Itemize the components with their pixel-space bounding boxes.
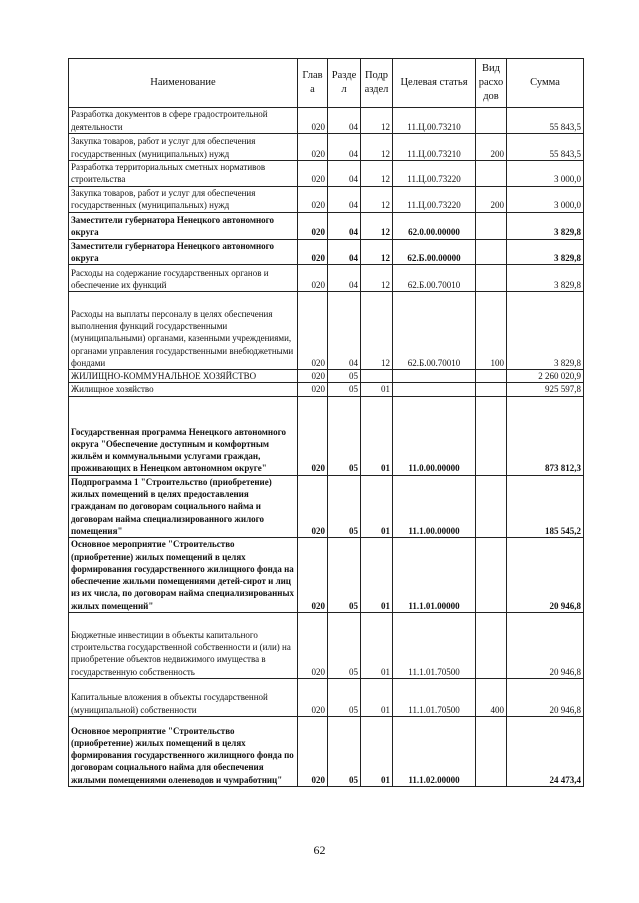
cell-tselevaya-statya: 11.1.01.70500 xyxy=(393,613,476,679)
cell-name: Разработка документов в сфере градостроительной деятельности xyxy=(69,108,298,134)
cell-tselevaya-statya: 62.0.00.00000 xyxy=(393,212,476,239)
header-name: Наименование xyxy=(69,59,298,108)
cell-glava: 020 xyxy=(298,186,328,212)
cell-summa: 2 260 020,9 xyxy=(507,370,584,383)
cell-vid-raskhodov xyxy=(476,161,507,187)
cell-podrazdel: 01 xyxy=(361,613,393,679)
cell-vid-raskhodov xyxy=(476,108,507,134)
cell-razdel: 04 xyxy=(328,161,361,187)
cell-vid-raskhodov xyxy=(476,613,507,679)
cell-glava: 020 xyxy=(298,679,328,717)
table-row xyxy=(69,212,584,239)
cell-tselevaya-statya: 62.Б.00.70010 xyxy=(393,265,476,292)
table-row xyxy=(69,383,584,396)
cell-podrazdel: 01 xyxy=(361,383,393,396)
cell-summa: 3 829,8 xyxy=(507,292,584,370)
cell-razdel: 04 xyxy=(328,134,361,161)
table-row xyxy=(69,475,584,537)
cell-podrazdel: 12 xyxy=(361,292,393,370)
header-glava: Глав а xyxy=(298,59,328,108)
cell-name: Основное мероприятие "Строительство (приобретение) жилых помещений в целях формирования государственного жилищного фонда по договорам социального найма для обеспечения жилыми помещениями оленеводов и чумработниц" xyxy=(69,717,298,787)
cell-vid-raskhodov xyxy=(476,265,507,292)
table-row xyxy=(69,717,584,787)
cell-name: Подпрограмма 1 "Строительство (приобретение) жилых помещений в целях предоставления гражданам по договорам социального найма и договорам найма специализированного жилого помещения" xyxy=(69,475,298,537)
cell-vid-raskhodov: 200 xyxy=(476,134,507,161)
cell-glava: 020 xyxy=(298,475,328,537)
cell-podrazdel: 12 xyxy=(361,134,393,161)
cell-summa: 3 829,8 xyxy=(507,265,584,292)
header-razdel: Разде л xyxy=(328,59,361,108)
cell-name: Государственная программа Ненецкого автономного округа "Обеспечение доступным и комфортным жильём и коммунальными услугами граждан, проживающих в Ненецком автономном округе" xyxy=(69,396,298,475)
table-row xyxy=(69,161,584,187)
cell-razdel: 05 xyxy=(328,613,361,679)
cell-glava: 020 xyxy=(298,265,328,292)
cell-summa: 3 829,8 xyxy=(507,212,584,239)
cell-summa: 24 473,4 xyxy=(507,717,584,787)
cell-glava: 020 xyxy=(298,717,328,787)
cell-razdel: 05 xyxy=(328,717,361,787)
cell-name: Бюджетные инвестиции в объекты капитального строительства государственной собственности и (или) на приобретение объектов недвижимого имущества в государственную собственность xyxy=(69,613,298,679)
cell-podrazdel xyxy=(361,370,393,383)
table-row xyxy=(69,613,584,679)
cell-tselevaya-statya xyxy=(393,370,476,383)
cell-glava: 020 xyxy=(298,292,328,370)
cell-tselevaya-statya: 11.1.02.00000 xyxy=(393,717,476,787)
cell-name: Заместители губернатора Ненецкого автономного округа xyxy=(69,212,298,239)
cell-vid-raskhodov xyxy=(476,475,507,537)
cell-podrazdel: 12 xyxy=(361,161,393,187)
cell-vid-raskhodov: 100 xyxy=(476,292,507,370)
cell-summa: 185 545,2 xyxy=(507,475,584,537)
cell-summa: 20 946,8 xyxy=(507,679,584,717)
table-row xyxy=(69,396,584,475)
header-vid-raskhodov: Вид расхо дов xyxy=(476,59,507,108)
cell-podrazdel: 12 xyxy=(361,239,393,265)
table-row xyxy=(69,186,584,212)
cell-razdel: 04 xyxy=(328,108,361,134)
cell-razdel: 04 xyxy=(328,292,361,370)
cell-vid-raskhodov xyxy=(476,396,507,475)
cell-podrazdel: 12 xyxy=(361,212,393,239)
table-row xyxy=(69,538,584,613)
table-row xyxy=(69,679,584,717)
cell-razdel: 05 xyxy=(328,538,361,613)
budget-table xyxy=(68,58,584,787)
cell-name: Расходы на выплаты персоналу в целях обеспечения выполнения функций государственными (муниципальными) органами, казенными учреждениями, органами управления государственными внебюджетными фондами xyxy=(69,292,298,370)
cell-tselevaya-statya: 62.Б.00.00000 xyxy=(393,239,476,265)
cell-glava: 020 xyxy=(298,538,328,613)
cell-glava: 020 xyxy=(298,396,328,475)
cell-vid-raskhodov xyxy=(476,239,507,265)
table-row xyxy=(69,108,584,134)
cell-razdel: 05 xyxy=(328,679,361,717)
cell-vid-raskhodov xyxy=(476,538,507,613)
table-row xyxy=(69,370,584,383)
cell-podrazdel: 12 xyxy=(361,265,393,292)
cell-name: Закупка товаров, работ и услуг для обеспечения государственных (муниципальных) нужд xyxy=(69,134,298,161)
cell-podrazdel: 12 xyxy=(361,186,393,212)
cell-tselevaya-statya: 11.1.01.00000 xyxy=(393,538,476,613)
table-header-row xyxy=(69,59,584,108)
cell-tselevaya-statya xyxy=(393,383,476,396)
cell-podrazdel: 12 xyxy=(361,108,393,134)
cell-name: Расходы на содержание государственных органов и обеспечение их функций xyxy=(69,265,298,292)
cell-tselevaya-statya: 62.Б.00.70010 xyxy=(393,292,476,370)
cell-vid-raskhodov: 400 xyxy=(476,679,507,717)
cell-podrazdel: 01 xyxy=(361,396,393,475)
cell-razdel: 05 xyxy=(328,475,361,537)
cell-podrazdel: 01 xyxy=(361,538,393,613)
cell-razdel: 04 xyxy=(328,212,361,239)
page-number: 62 xyxy=(313,843,326,857)
cell-glava: 020 xyxy=(298,108,328,134)
cell-glava: 020 xyxy=(298,161,328,187)
header-summa: Сумма xyxy=(507,59,584,108)
cell-razdel: 05 xyxy=(328,370,361,383)
cell-razdel: 05 xyxy=(328,383,361,396)
cell-summa: 20 946,8 xyxy=(507,538,584,613)
table-row xyxy=(69,134,584,161)
cell-podrazdel: 01 xyxy=(361,475,393,537)
cell-summa: 55 843,5 xyxy=(507,134,584,161)
cell-name: Жилищное хозяйство xyxy=(69,383,298,396)
cell-vid-raskhodov xyxy=(476,383,507,396)
cell-tselevaya-statya: 11.Ц.00.73220 xyxy=(393,161,476,187)
cell-summa: 925 597,8 xyxy=(507,383,584,396)
cell-name: Капитальные вложения в объекты государственной (муниципальной) собственности xyxy=(69,679,298,717)
cell-tselevaya-statya: 11.0.00.00000 xyxy=(393,396,476,475)
cell-razdel: 04 xyxy=(328,265,361,292)
header-tselevaya-statya: Целевая статья xyxy=(393,59,476,108)
cell-name: Заместители губернатора Ненецкого автономного округа xyxy=(69,239,298,265)
cell-podrazdel: 01 xyxy=(361,717,393,787)
cell-tselevaya-statya: 11.Ц.00.73220 xyxy=(393,186,476,212)
cell-name: Разработка территориальных сметных нормативов строительства xyxy=(69,161,298,187)
cell-vid-raskhodov xyxy=(476,370,507,383)
cell-summa: 873 812,3 xyxy=(507,396,584,475)
cell-razdel: 04 xyxy=(328,186,361,212)
cell-name: Закупка товаров, работ и услуг для обеспечения государственных (муниципальных) нужд xyxy=(69,186,298,212)
cell-tselevaya-statya: 11.Ц.00.73210 xyxy=(393,134,476,161)
table-row xyxy=(69,265,584,292)
cell-name: Основное мероприятие "Строительство (приобретение) жилых помещений в целях формирования государственного жилищного фонда на обеспечение жильми помещениями детей-сирот и лиц из их числа, по договорам найма специализированных жилых помещений" xyxy=(69,538,298,613)
cell-tselevaya-statya: 11.1.01.70500 xyxy=(393,679,476,717)
cell-podrazdel: 01 xyxy=(361,679,393,717)
cell-glava: 020 xyxy=(298,239,328,265)
cell-vid-raskhodov: 200 xyxy=(476,186,507,212)
cell-summa: 3 829,8 xyxy=(507,239,584,265)
cell-summa: 55 843,5 xyxy=(507,108,584,134)
cell-glava: 020 xyxy=(298,134,328,161)
cell-glava: 020 xyxy=(298,613,328,679)
table-row xyxy=(69,292,584,370)
cell-glava: 020 xyxy=(298,383,328,396)
cell-name: ЖИЛИЩНО-КОММУНАЛЬНОЕ ХОЗЯЙСТВО xyxy=(69,370,298,383)
table-row xyxy=(69,239,584,265)
cell-glava: 020 xyxy=(298,212,328,239)
cell-summa: 3 000,0 xyxy=(507,186,584,212)
cell-tselevaya-statya: 11.Ц.00.73210 xyxy=(393,108,476,134)
cell-vid-raskhodov xyxy=(476,212,507,239)
cell-razdel: 04 xyxy=(328,239,361,265)
cell-vid-raskhodov xyxy=(476,717,507,787)
cell-summa: 20 946,8 xyxy=(507,613,584,679)
cell-tselevaya-statya: 11.1.00.00000 xyxy=(393,475,476,537)
cell-razdel: 05 xyxy=(328,396,361,475)
cell-glava: 020 xyxy=(298,370,328,383)
cell-summa: 3 000,0 xyxy=(507,161,584,187)
header-podrazdel: Подр аздел xyxy=(361,59,393,108)
